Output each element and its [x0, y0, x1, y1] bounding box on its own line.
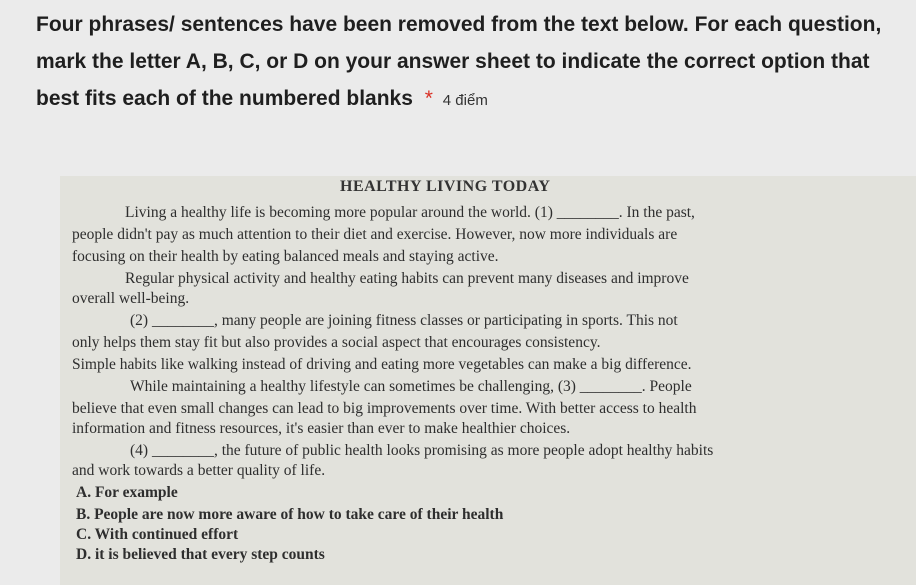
required-star: *	[424, 87, 433, 110]
passage-title: HEALTHY LIVING TODAY	[340, 178, 551, 195]
passage-line: (2) ________, many people are joining fitness classes or participating in sports. This not	[130, 312, 678, 329]
passage-line: only helps them stay fit but also provides a social aspect that encourages consistency.	[72, 334, 601, 351]
passage-line: Simple habits like walking instead of driving and eating more vegetables can make a big difference.	[72, 356, 692, 373]
option-c: C. With continued effort	[76, 526, 239, 543]
passage-line: Regular physical activity and healthy eating habits can prevent many diseases and improve	[125, 270, 689, 287]
points-label: 4 điểm	[442, 92, 488, 109]
question-image	[60, 176, 916, 585]
option-d: D. it is believed that every step counts	[76, 546, 325, 563]
option-b: B. People are now more aware of how to take care of their health	[76, 506, 504, 523]
passage-line: (4) ________, the future of public health looks promising as more people adopt healthy habits	[130, 442, 714, 459]
passage-line: information and fitness resources, it's easier than ever to make healthier choices.	[72, 420, 571, 437]
passage-line: believe that even small changes can lead to big improvements over time. With better access to health	[72, 400, 697, 417]
passage-line: focusing on their health by eating balanced meals and staying active.	[72, 248, 499, 265]
passage-line: Living a healthy life is becoming more popular around the world. (1) ________. In the past,	[125, 204, 695, 221]
question-text-block	[36, 6, 896, 119]
passage-line: people didn't pay as much attention to their diet and exercise. However, now more individuals are	[72, 226, 678, 243]
passage-line: While maintaining a healthy lifestyle can sometimes be challenging, (3) ________. People	[130, 378, 692, 395]
question-text: Four phrases/ sentences have been removed from the text below. For each question, mark the letter A, B, C, or D on your answer sheet to indicate the correct option that best fits each of the numbered blanks	[36, 13, 882, 110]
passage-line: and work towards a better quality of life.	[72, 462, 326, 479]
passage-line: overall well-being.	[72, 290, 190, 307]
option-a: A. For example	[76, 484, 178, 501]
